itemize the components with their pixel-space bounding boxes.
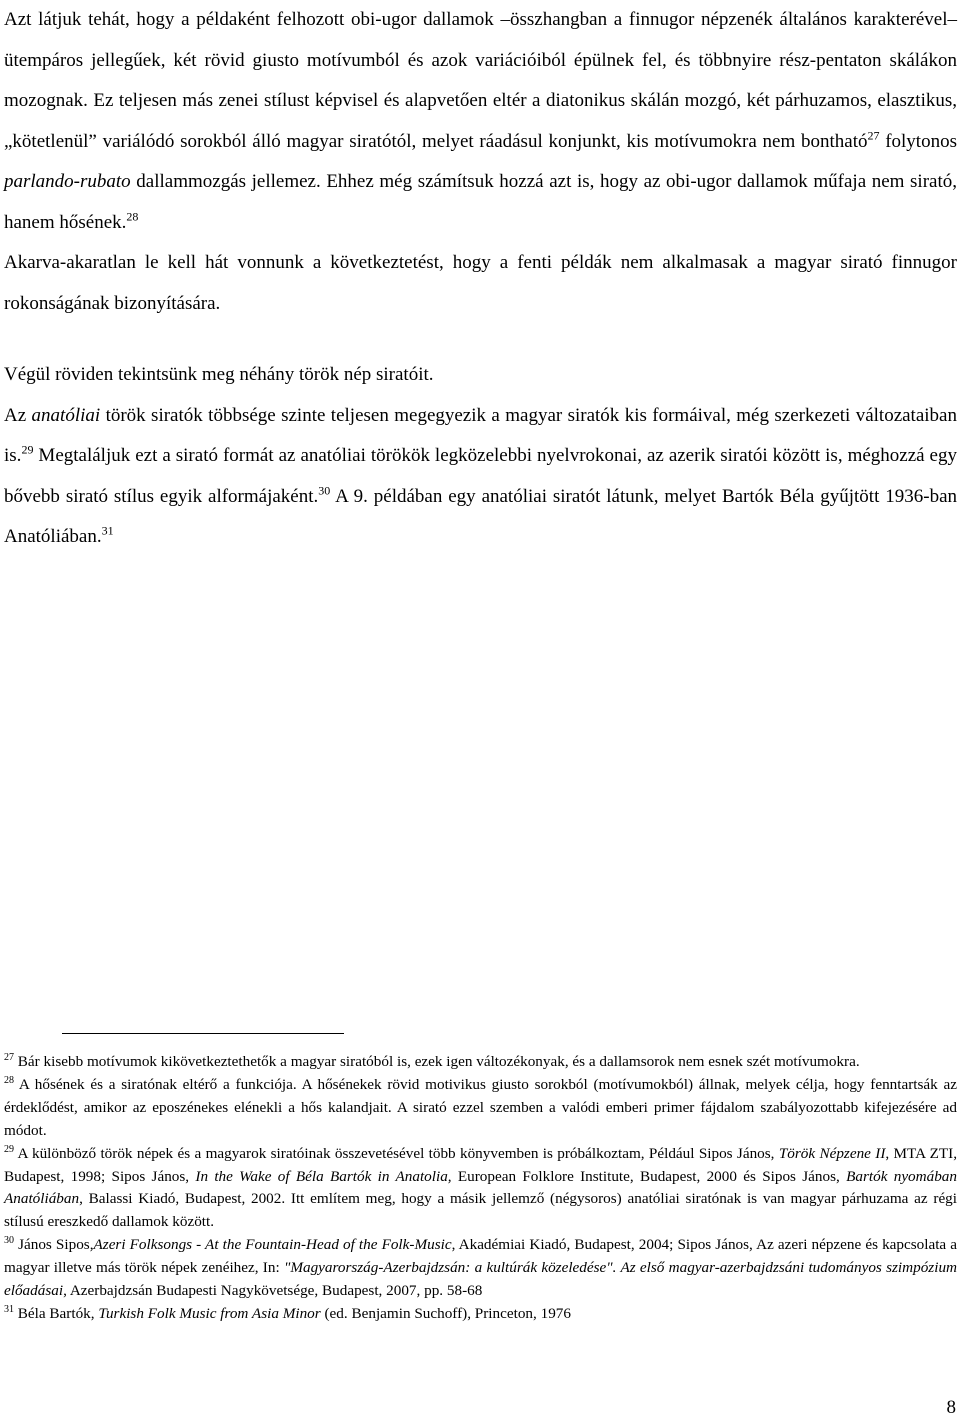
- footnote-number: 29: [4, 1143, 14, 1155]
- footnote-text: Béla Bartók,: [14, 1304, 99, 1322]
- footnote-number: 30: [4, 1235, 14, 1247]
- footnote-text: , MTA ZTI, Budapest, 1998; Sipos János,: [4, 1144, 957, 1185]
- italic-term: parlando-rubato: [4, 171, 131, 192]
- footnote-text: A különböző török népek és a magyarok siratóinak összevetésével több könyvemben is próbálkoztam, Például Sipos János,: [14, 1144, 779, 1162]
- footnote-text: European Folklore Institute, Budapest, 2000 és Sipos János,: [451, 1167, 847, 1185]
- footnote-ref-28[interactable]: 28: [126, 209, 139, 224]
- paragraph-1: [4, 0, 957, 243]
- footnote-text: A hősének és a siratónak eltérő a funkciója. A hősénekek rövid motivikus giusto sorokból (motívumokból) állnak, melyek célja, hogy fenntartsák az érdeklődést, amikor az eposzénekes elénekli a hős kalandjait. A sirató ezzel szemben a valódi emberi primer fájdalom szabályozottabb kifejezésére ad módot.: [4, 1075, 957, 1139]
- footnote-separator: [62, 1033, 344, 1034]
- footnote-ref-29[interactable]: 29: [21, 442, 34, 457]
- text-span: A 9. példában egy anatóliai siratót látunk, melyet Bartók Béla gyűjtött 1936-ban Anatóliában.: [4, 485, 957, 547]
- footnotes: [4, 1051, 957, 1326]
- footnote-title: In the Wake of Béla Bartók in Anatolia,: [195, 1167, 452, 1185]
- footnote-title: Azeri Folksongs - At the Fountain-Head of the Folk-Music: [93, 1236, 452, 1254]
- text-span: török siratók többsége szinte teljesen megegyezik a magyar siratók kis formáival, még szerkezeti változataiban is.: [4, 404, 957, 466]
- footnote-27: [4, 1051, 957, 1074]
- footnote-number: 27: [4, 1051, 14, 1063]
- footnote-ref-31[interactable]: 31: [101, 523, 114, 538]
- footnote-title: Török Népzene II: [778, 1144, 886, 1162]
- footnote-ref-30[interactable]: 30: [318, 483, 331, 498]
- footnote-text: , Azerbajdzsán Budapesti Nagykövetsége, Budapest, 2007, pp. 58-68: [63, 1282, 483, 1300]
- footnote-29: [4, 1143, 957, 1235]
- italic-term: anatóliai: [31, 404, 101, 426]
- footnote-28: [4, 1074, 957, 1143]
- paragraph-3: Végül röviden tekintsünk meg néhány török nép siratóit.: [4, 364, 434, 385]
- footnote-text: , Akadémiai Kiadó, Budapest, 2004; Sipos János, Az azeri népzene és kapcsolata a magyar illetve más török népek zenéihez, In:: [4, 1236, 958, 1277]
- footnote-text: , Balassi Kiadó, Budapest, 2002. Itt említem meg, hogy a másik jellemző (négysoros) anatóliai siratónak is van magyar párhuzama az régi stílusú ereszkedő dallamok között.: [4, 1190, 957, 1231]
- paragraph-4: [4, 396, 957, 558]
- text-span: Megtaláljuk ezt a sirató formát az anatóliai törökök legközelebbi nyelvrokonai, az azerik siratói között is, méghozzá egy bővebb sirató stílus egyik alformájaként.: [4, 445, 957, 507]
- text-span: folytonos: [879, 130, 957, 152]
- footnote-30: [4, 1234, 957, 1303]
- footnote-text: Bár kisebb motívumok kikövetkeztethetők a magyar siratóból is, ezek igen változékonyak, és a dallamsorok nem esnek szét motívumokra.: [14, 1053, 860, 1070]
- footnote-text: (ed. Benjamin Suchoff), Princeton, 1976: [320, 1304, 571, 1322]
- text-span: Azt látjuk tehát, hogy a példaként felhozott obi-ugor dallamok –összhangban a finnugor népzenék általános karakterével– ütempáros jellegűek, két rövid giusto motívumból és azok variációiból épülnek fel, és többnyire rész-pentaton skálákon mozognak. Ez teljesen más zenei stílust képvisel és alapvetően eltér a diatonikus skálán mozgó, két párhuzamos, elasztikus, „kötetlenül” variálódó sorokból álló magyar siratótól, melyet ráadásul konjunkt, kis motívumokra nem bontható: [4, 9, 957, 152]
- footnote-text: János Sipos,: [14, 1236, 94, 1254]
- main-text: [4, 0, 957, 558]
- footnote-title: "Magyarország-Azerbajdzsán: a kultúrák közeledése". Az első magyar-azerbajdzsáni tudományos szimpózium előadásai: [4, 1259, 958, 1300]
- footnote-number: 28: [4, 1074, 14, 1086]
- footnote-ref-27[interactable]: 27: [867, 128, 880, 143]
- page-number: 8: [946, 1397, 956, 1418]
- footnote-title: Turkish Folk Music from Asia Minor: [98, 1304, 321, 1322]
- text-span: Az: [4, 404, 32, 426]
- footnote-number: 31: [4, 1303, 14, 1315]
- footnote-title: Bartók nyomában Anatóliában: [4, 1167, 957, 1208]
- text-span: dallammozgás jellemez. Ehhez még számítsuk hozzá azt is, hogy az obi-ugor dallamok műfaja nem sirató, hanem hősének.: [4, 171, 957, 233]
- footnote-31: [4, 1303, 957, 1326]
- paragraph-2: Akarva-akaratlan le kell hát vonnunk a következtetést, hogy a fenti példák nem alkalmasak a magyar sirató finnugor rokonságának bizonyítására.: [4, 252, 957, 314]
